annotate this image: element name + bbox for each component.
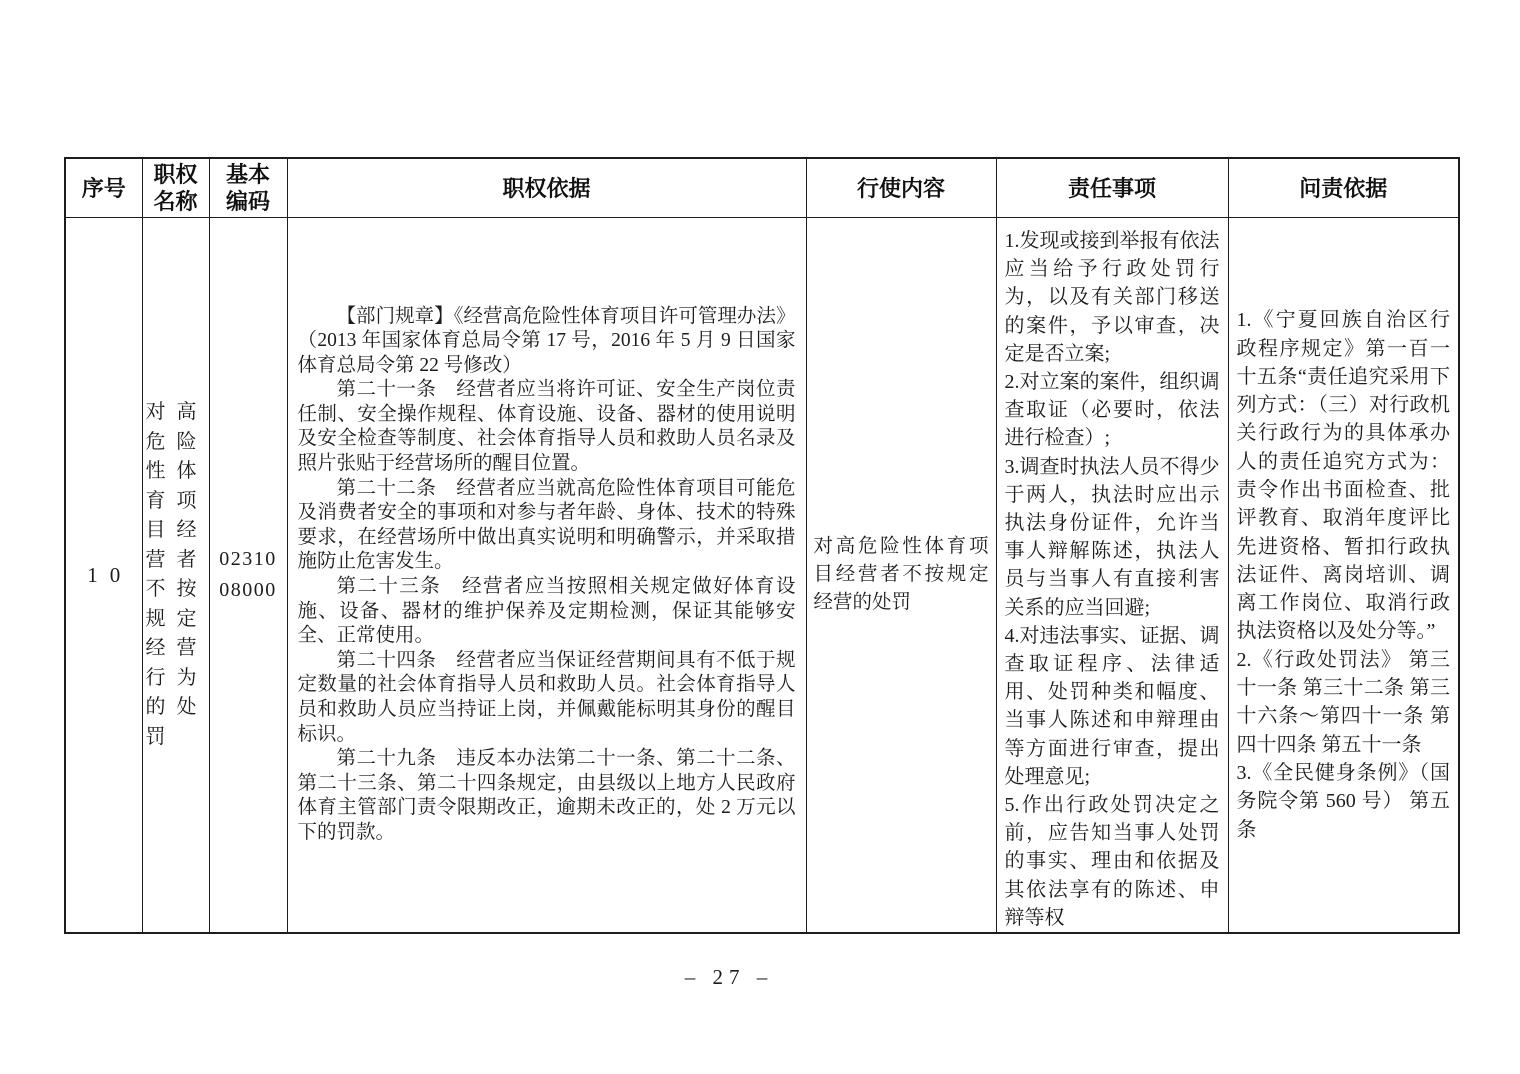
accountability-item: 1.《宁夏回族自治区行政程序规定》第一百一十五条“责任追究采用下列方式：（三）对行政机关行政行为的具体承办人的责任追究方式为：责令作出书面检查、批评教育、取消年度评比先进资格、暂扣行政执法证件、离岗培训、调离工作岗位、取消行政执法资格以及处分等。” xyxy=(1236,309,1450,643)
legal-basis-paragraph: 第二十四条 经营者应当保证经营期间具有不低于规定数量的社会体育指导人员和救助人员。社会体育指导人员和救助人员应当持证上岗，并佩戴能标明其身份的醒目标识。 xyxy=(297,649,796,745)
header-power-name: 职权名称 xyxy=(142,158,209,218)
code-line-1: 02310 xyxy=(219,548,277,571)
page-number: – 27 – xyxy=(684,965,774,989)
serial-number: 10 xyxy=(87,562,133,587)
legal-basis-paragraph: 第二十九条 违反本办法第二十一条、第二十二条、第二十三条、第二十四条规定，由县级以上地方人民政府体育主管部门责令限期改正，逾期未改正的，处 2 万元以下的罚款。 xyxy=(297,748,796,843)
responsibility-item: 5.作出行政处罚决定之前，应告知当事人处罚的事实、理由和依据及其依法享有的陈述、申辩等权 xyxy=(1004,794,1220,929)
header-power-basis: 职权依据 xyxy=(287,158,806,218)
exercise-content-text: 对高危险性体育项目经营者不按规定经营的处罚 xyxy=(813,536,989,614)
serial-cell xyxy=(65,218,142,934)
legal-basis-paragraph: 【部门规章】《经营高危险性体育项目许可管理办法》（2013 年国家体育总局令第 17 号，2016 年 5 月 9 日国家体育总局令第 22 号修改） xyxy=(297,305,796,376)
legal-basis-paragraph: 第二十三条 经营者应当按照相关规定做好体育设施、设备、器材的维护保养及定期检测，保证其能够安全、正常使用。 xyxy=(297,576,796,647)
table-header-row xyxy=(65,158,1459,218)
header-basic-code: 基本编码 xyxy=(209,158,287,218)
table-row xyxy=(65,218,1459,934)
basic-code-cell xyxy=(209,218,287,934)
power-basis-cell xyxy=(287,218,806,934)
code-line-2: 08000 xyxy=(219,579,277,602)
header-exercise-content: 行使内容 xyxy=(806,158,996,218)
power-name-text: 对高危险性体育项目经营者不按规定经营行为的处罚 xyxy=(145,401,206,748)
responsibility-item: 3.调查时执法人员不得少于两人，执法时应出示执法身份证件，允许当事人辩解陈述，执法人员与当事人有直接利害关系的应当回避; xyxy=(1004,455,1220,619)
responsibility-items-cell xyxy=(996,218,1228,934)
accountability-item: 2.《行政处罚法》 第三十一条 第三十二条 第三十六条～第四十一条 第四十四条 第五十一条 xyxy=(1236,648,1450,756)
power-name-cell xyxy=(142,218,209,934)
header-responsibility-items: 责任事项 xyxy=(996,158,1228,218)
header-accountability-basis: 问责依据 xyxy=(1228,158,1459,218)
header-serial: 序号 xyxy=(65,158,142,218)
legal-basis-paragraph: 第二十二条 经营者应当就高危险性体育项目可能危及消费者安全的事项和对参与者年龄、身体、技术的特殊要求，在经营场所中做出真实说明和明确警示，并采取措施防止危害发生。 xyxy=(297,477,796,573)
responsibility-item: 1.发现或接到举报有依法应当给予行政处罚行为，以及有关部门移送的案件，予以审查，决定是否立案; xyxy=(1004,230,1220,365)
exercise-content-cell xyxy=(806,218,996,934)
power-list-table xyxy=(64,157,1460,934)
accountability-item: 3.《全民健身条例》（国务院令第 560 号） 第五条 xyxy=(1236,761,1450,841)
legal-basis-paragraph: 第二十一条 经营者应当将许可证、安全生产岗位责任制、安全操作规程、体育设施、设备、器材的使用说明及安全检查等制度、社会体育指导人员和救助人员名录及照片张贴于经营场所的醒目位置。 xyxy=(297,379,796,475)
accountability-basis-cell xyxy=(1228,218,1459,934)
responsibility-item: 4.对违法事实、证据、调查取证程序、法律适用、处罚种类和幅度、当事人陈述和申辩理由等方面进行审查，提出处理意见; xyxy=(1004,624,1220,788)
responsibility-item: 2.对立案的案件，组织调查取证（必要时，依法进行检查）; xyxy=(1004,371,1220,450)
